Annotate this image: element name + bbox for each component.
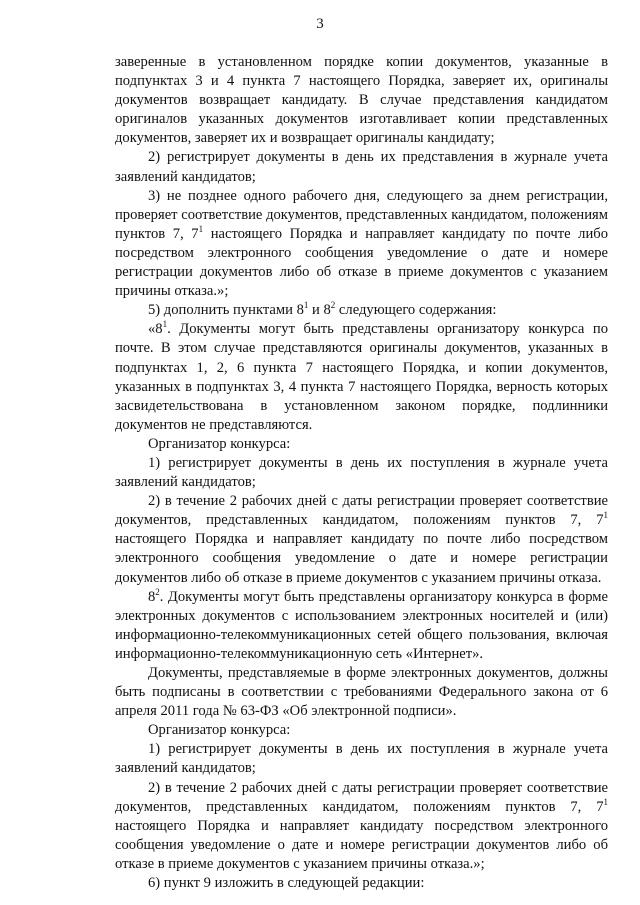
paragraph [115, 664, 608, 721]
paragraph-text: Организатор конкурса: [148, 435, 291, 452]
paragraph [115, 320, 608, 435]
paragraph-text: и 8 [308, 302, 331, 319]
paragraph-text: 2) регистрирует документы в день их представления в журнале учета заявлений кандидатов; [115, 149, 608, 185]
paragraph-text: Документы, представляемые в форме электронных документов, должны быть подписаны в соответствии с требованиями Федерального закона от 6 апреля 2011 года № 63-ФЗ «Об электронной подписи». [115, 665, 608, 720]
paragraph [115, 588, 608, 664]
paragraph-text: настоящего Порядка и направляет кандидату по почте либо посредством электронного сообщения уведомление о дате и номере регистрации документов либо об отказе в приеме документов с указанием причины отказа. [115, 531, 608, 586]
superscript: 2 [330, 300, 336, 311]
paragraph [115, 454, 608, 492]
paragraph [115, 740, 608, 778]
paragraph-text: следующего содержания: [335, 302, 497, 319]
paragraph-text: Организатор конкурса: [148, 722, 291, 739]
paragraph-text: 6) пункт 9 изложить в следующей редакции: [148, 875, 425, 892]
paragraph-text: настоящего Порядка и направляет кандидату посредством электронного сообщения уведомление о дате и номере регистрации документов либо об отказе в приеме документов с указанием причины отказа.»; [115, 817, 608, 872]
paragraph [115, 301, 608, 320]
paragraph-text: . Документы могут быть представлены организатору конкурса по почте. В этом случае представляются оригиналы документов, указанных в подпунктах 1, 2, 6 пункта 7 настоящего Порядка, и копии документов, указанных в подпунктах 3, 4 пункта 7 настоящего Порядка, верность которых засвидетельствована в установленном законом порядке, подлинники документов не представляются. [115, 321, 608, 433]
page-number: 3 [316, 16, 324, 32]
paragraph-text: 3) не позднее одного рабочего дня, следующего за днем регистрации, проверяет соответствие документов, представленных кандидатом, положениям пунктов 7, 7 [115, 187, 608, 242]
paragraph-text: настоящего Порядка и направляет кандидату по почте либо посредством электронного сообщения уведомление о дате и номере регистрации документов либо об отказе в приеме документов с указанием причины отказа.»; [115, 225, 608, 300]
document-body [115, 53, 608, 893]
paragraph [115, 187, 608, 302]
paragraph [115, 53, 608, 148]
paragraph-text: 5) дополнить пунктами 8 [148, 302, 304, 319]
paragraph-text: 1) регистрирует документы в день их поступления в журнале учета заявлений кандидатов; [115, 741, 608, 777]
paragraph-text: заверенные в установленном порядке копии документов, указанные в подпунктах 3 и 4 пункта 7 настоящего Порядка, заверяет их, оригиналы документов возвращает кандидату. В случае представления кандидатом оригиналов указанных документов изготавливает копии представленных документов, заверяет их и возвращает оригиналы кандидату; [115, 54, 608, 147]
paragraph-text: 2) в течение 2 рабочих дней с даты регистрации проверяет соответствие документов, представленных кандидатом, положениям пунктов 7, 7 [115, 779, 608, 815]
superscript: 1 [603, 510, 608, 521]
paragraph-text: 8 [148, 588, 156, 605]
paragraph [115, 874, 608, 893]
paragraph [115, 148, 608, 186]
paragraph-text: . Документы могут быть представлены организатору конкурса в форме электронных документов с использованием электронных носителей и (или) информационно-телекоммуникационных сетей общего пользования, включая информационно-телекоммуникационную сеть «Интернет». [115, 588, 608, 662]
superscript: 2 [155, 586, 160, 597]
paragraph [115, 492, 608, 587]
superscript: 1 [162, 319, 168, 330]
paragraph-text: 2) в течение 2 рабочих дней с даты регистрации проверяет соответствие документов, представленных кандидатом, положениям пунктов 7, 7 [115, 493, 608, 529]
superscript: 1 [198, 223, 204, 234]
paragraph [115, 721, 608, 740]
superscript: 1 [603, 796, 608, 807]
paragraph [115, 435, 608, 454]
paragraph-text: 1) регистрирует документы в день их поступления в журнале учета заявлений кандидатов; [115, 454, 608, 491]
paragraph [115, 779, 608, 874]
superscript: 1 [303, 300, 309, 311]
paragraph-text: «8 [148, 321, 163, 338]
